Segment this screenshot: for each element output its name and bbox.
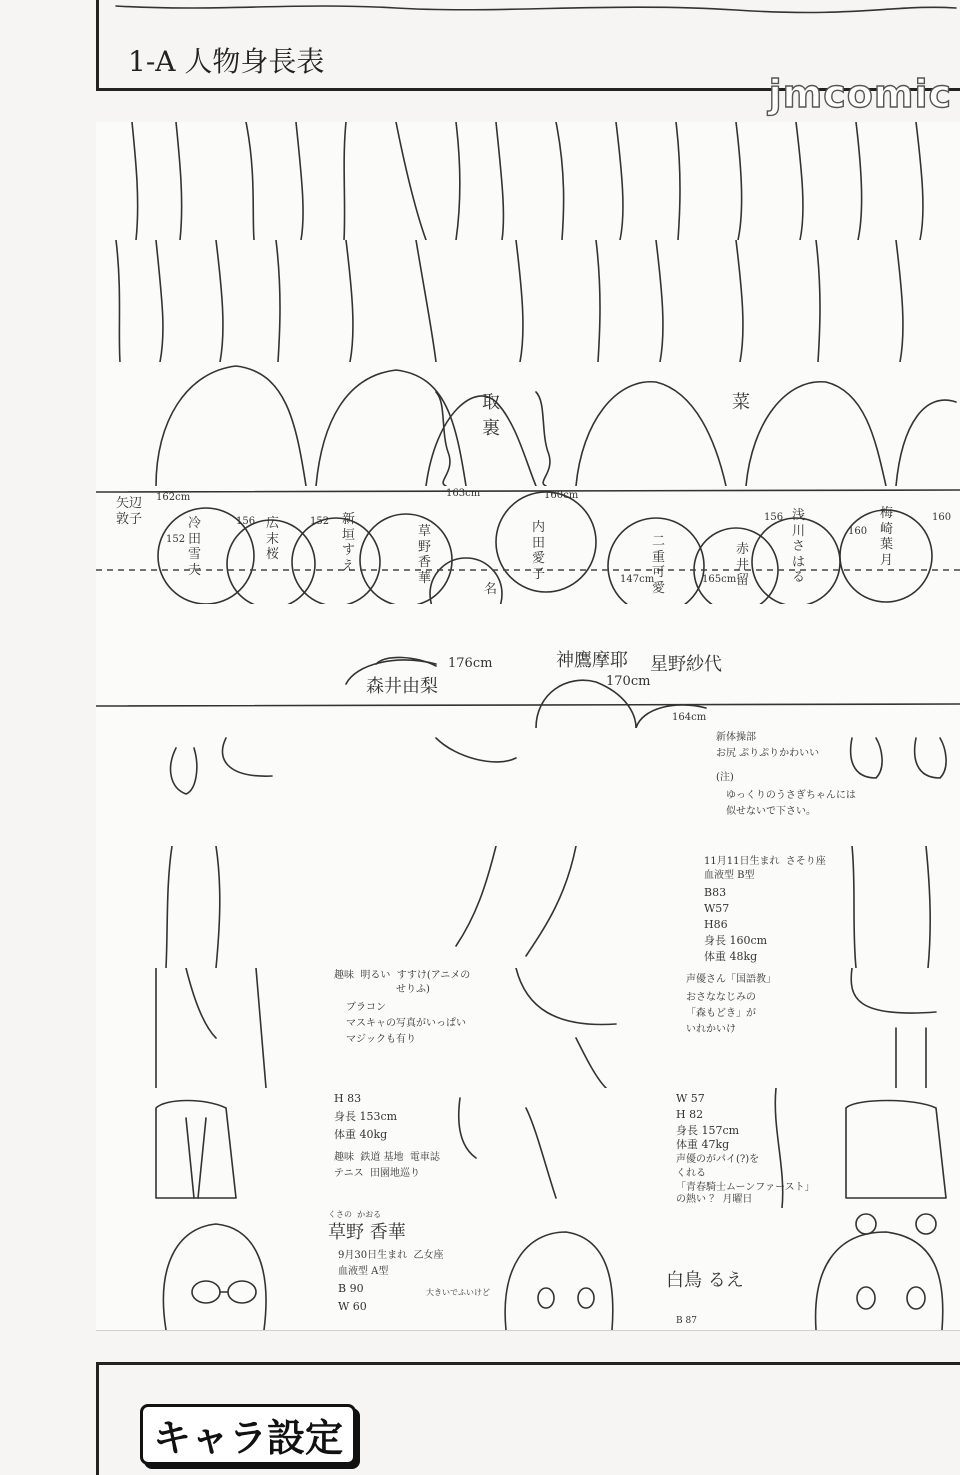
note-dont-resemble: 似せないで下さい。 xyxy=(726,806,816,817)
height-hirosue: 156 xyxy=(236,516,256,527)
height-morii: 176cm xyxy=(448,656,493,671)
strip-jackets-stats xyxy=(96,1088,960,1209)
height-hoshino: 164cm xyxy=(672,712,707,723)
stat-b: B83 xyxy=(704,886,727,899)
stat-h: H86 xyxy=(704,918,728,931)
height-aragaki: 152 xyxy=(310,516,330,527)
top-sketch-edge xyxy=(96,0,960,20)
stat3-note-4: の熱い ？ 月曜日 xyxy=(676,1194,753,1205)
name-morii: 森井由梨 xyxy=(366,676,438,697)
height-uchida: 160cm xyxy=(544,490,579,501)
strip-legs-upper xyxy=(96,122,960,241)
name-uchida: 内田愛子 xyxy=(532,520,546,582)
hobby-line-1: 趣味 明るい すすけ(アニメの xyxy=(334,970,471,981)
voice-line-1: 声優さん「国語教」 xyxy=(686,974,776,985)
strip-faces-profile xyxy=(96,1208,960,1331)
stat-height: 身長 160cm xyxy=(704,934,768,947)
profile-w: W 60 xyxy=(338,1300,367,1313)
ruby-kusano: くさの かおる xyxy=(328,1210,382,1219)
height-futae: 147cm xyxy=(620,574,655,585)
note-rabbit: ゆっくりのうさぎちゃんには xyxy=(726,790,856,801)
stat2-hobby-2: テニス 田園地巡り xyxy=(334,1168,420,1179)
name-reida: 冷田雪夫 xyxy=(188,516,202,578)
name-hoshino: 星野紗代 xyxy=(650,654,722,675)
height-akai: 165cm xyxy=(702,574,737,585)
label-torso-2: 裏 xyxy=(482,418,500,439)
stat3-w: W 57 xyxy=(676,1092,705,1105)
strip-torsos xyxy=(96,362,960,487)
name-kusano: 草野香華 xyxy=(418,524,432,586)
voice-line-4: いれかいけ xyxy=(686,1024,736,1035)
stat-birth: 11月11日生まれ さそり座 xyxy=(704,856,826,867)
name-aragaki: 新垣すえ xyxy=(342,512,356,574)
profile-name-kusano: 草野 香華 xyxy=(328,1222,406,1243)
section-title-badge: キャラ設定 xyxy=(140,1404,356,1465)
name-partial: 名 xyxy=(484,582,498,597)
note-club: 新体操部 xyxy=(716,732,756,743)
stat2-height: 身長 153cm xyxy=(334,1110,398,1123)
strip-tall-heads xyxy=(96,604,960,729)
height-umezaki: 160 xyxy=(848,526,868,537)
height-kusano: 163cm xyxy=(446,488,481,499)
strip-legs-stats xyxy=(96,846,960,969)
stat2-h: H 83 xyxy=(334,1092,362,1105)
name-yatsuji: 矢辺敦子 xyxy=(116,496,143,527)
profile-blood: 血液型 A型 xyxy=(338,1266,389,1277)
height-yatsuji: 162cm xyxy=(156,492,191,503)
stat3-note-1: 声優のがパイ(?)を xyxy=(676,1154,760,1165)
hobby-line-4: マスキャの写真がいっぱい xyxy=(346,1018,466,1029)
height-asakawa: 156 xyxy=(764,512,784,523)
stat2-weight: 体重 40kg xyxy=(334,1128,388,1141)
stat3-h: H 82 xyxy=(676,1108,704,1121)
stat3-weight: 体重 47kg xyxy=(676,1138,730,1151)
height-kamitaka: 170cm xyxy=(606,674,651,689)
stat3-height: 身長 157cm xyxy=(676,1124,740,1137)
stat3-note-2: くれる xyxy=(676,1168,706,1179)
profile-aside: 大きいでふいけど xyxy=(426,1288,490,1297)
voice-line-3: 「森もどき」が xyxy=(686,1008,756,1019)
stat-w: W57 xyxy=(704,902,730,915)
note-caution: (注) xyxy=(716,772,734,783)
stat-weight: 体重 48kg xyxy=(704,950,758,963)
profile-b: B 90 xyxy=(338,1282,364,1295)
hobby-line-2: せりふ) xyxy=(396,984,430,995)
name-kamitaka: 神鷹摩耶 xyxy=(556,650,628,671)
height-far-right: 160 xyxy=(932,512,952,523)
profile-name-shiratori: 白鳥 るえ xyxy=(666,1270,744,1291)
height-reida: 152 xyxy=(166,534,186,545)
name-akai: 赤井留 xyxy=(736,542,750,589)
stat2-hobby-1: 趣味 鉄道 基地 電車誌 xyxy=(334,1152,440,1163)
hobby-line-3: ブラコン xyxy=(346,1002,386,1013)
name-umezaki: 梅崎葉月 xyxy=(880,506,894,568)
profile-birth: 9月30日生まれ 乙女座 xyxy=(338,1250,444,1261)
note-butt: お尻 ぷりぷりかわいい xyxy=(716,748,820,759)
strip-legs-lower xyxy=(96,240,960,363)
name-futae: 二重可愛 xyxy=(652,534,666,596)
name-hirosue: 広末桜 xyxy=(266,516,280,563)
voice-line-2: おさななじみの xyxy=(686,992,756,1003)
label-torso-1: 取 xyxy=(482,392,500,413)
stat-blood: 血液型 B型 xyxy=(704,870,755,881)
strip-skirts-notes xyxy=(96,968,960,1089)
name-asakawa: 浅川さはる xyxy=(792,508,806,586)
profile-b2: B 87 xyxy=(676,1316,697,1326)
strip-heads-names xyxy=(96,486,960,605)
stat3-note-3: 「青春騎士ムーンファースト」 xyxy=(676,1182,815,1193)
hobby-line-5: マジックも有り xyxy=(346,1034,416,1045)
strip-shoes-notes xyxy=(96,728,960,847)
watermark-logo: jmcomic xyxy=(768,72,952,116)
height-chart-title: 1-A 人物身長表 xyxy=(128,45,325,78)
label-torso-3: 菜 xyxy=(732,392,750,413)
